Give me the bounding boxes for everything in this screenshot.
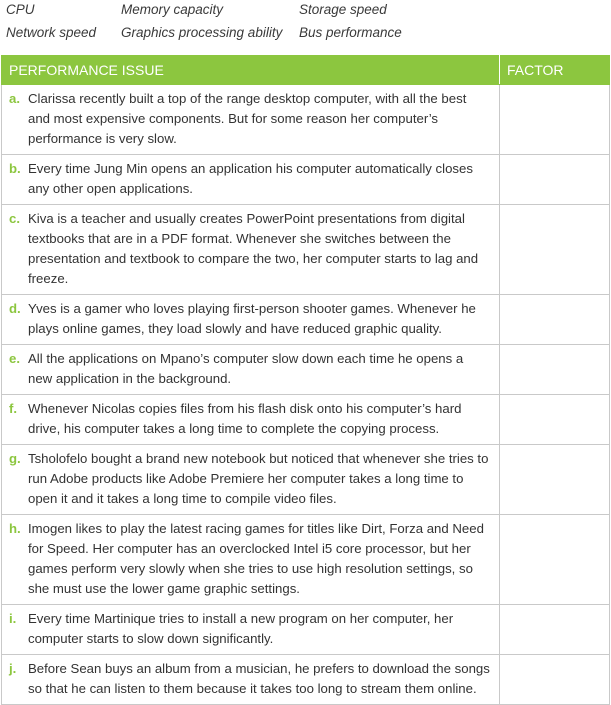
row-letter: h. <box>9 521 21 536</box>
issue-text: Clarissa recently built a top of the range desktop computer, with all the best and most expensive components. But for some reason her computer’s performance is very slow. <box>28 91 467 146</box>
issue-cell <box>2 605 500 655</box>
issue-text: All the applications on Mpano’s computer slow down each time he opens a new application in the background. <box>28 351 464 386</box>
column-header-factor: FACTOR <box>500 56 610 85</box>
performance-issues-table <box>1 55 610 705</box>
factor-answer-cell[interactable] <box>500 655 610 705</box>
column-header-performance-issue: PERFORMANCE ISSUE <box>2 56 500 85</box>
factor-option-bus-performance: Bus performance <box>299 25 402 40</box>
factor-option-graphics-processing-ability: Graphics processing ability <box>121 25 283 40</box>
factor-option-network-speed: Network speed <box>6 25 97 40</box>
issue-text: Every time Martinique tries to install a new program on her computer, her computer starts to slow down significantly. <box>28 611 454 646</box>
table-row <box>2 345 610 395</box>
issue-text: Kiva is a teacher and usually creates PowerPoint presentations from digital textbooks that are in a PDF format. Whenever she switches between the presentation and textbook to compare the two, her computer starts to lag and freeze. <box>28 211 479 286</box>
row-letter: f. <box>9 401 18 416</box>
row-letter: j. <box>9 661 17 676</box>
row-letter: c. <box>9 211 20 226</box>
factor-option-storage-speed: Storage speed <box>299 2 387 17</box>
table-row <box>2 395 610 445</box>
issue-cell <box>2 155 500 205</box>
factor-answer-cell[interactable] <box>500 605 610 655</box>
issue-cell <box>2 395 500 445</box>
issue-cell <box>2 655 500 705</box>
factor-answer-cell[interactable] <box>500 205 610 295</box>
table-row <box>2 655 610 705</box>
row-letter: b. <box>9 161 21 176</box>
factor-answer-cell[interactable] <box>500 515 610 605</box>
table-row <box>2 515 610 605</box>
table-row <box>2 155 610 205</box>
table-row <box>2 85 610 155</box>
table-header-row <box>2 56 610 85</box>
table-row <box>2 295 610 345</box>
factor-option-cpu: CPU <box>6 2 35 17</box>
factor-option-memory-capacity: Memory capacity <box>121 2 224 17</box>
factor-answer-cell[interactable] <box>500 345 610 395</box>
issue-cell <box>2 205 500 295</box>
factor-answer-cell[interactable] <box>500 155 610 205</box>
factor-answer-cell[interactable] <box>500 445 610 515</box>
factor-answer-cell[interactable] <box>500 85 610 155</box>
table-row <box>2 445 610 515</box>
row-letter: a. <box>9 91 20 106</box>
factor-options <box>6 2 606 52</box>
issue-cell <box>2 445 500 515</box>
issue-cell <box>2 345 500 395</box>
issue-cell <box>2 85 500 155</box>
issue-text: Yves is a gamer who loves playing first-person shooter games. Whenever he plays online games, they load slowly and have reduced graphic quality. <box>28 301 476 336</box>
factor-answer-cell[interactable] <box>500 295 610 345</box>
issue-text: Whenever Nicolas copies files from his flash disk onto his computer’s hard drive, his computer takes a long time to complete the copying process. <box>28 401 462 436</box>
table-row <box>2 605 610 655</box>
table-row <box>2 205 610 295</box>
factor-answer-cell[interactable] <box>500 395 610 445</box>
issue-text: Every time Jung Min opens an application his computer automatically closes any other open applications. <box>28 161 473 196</box>
issue-cell <box>2 295 500 345</box>
issue-text: Before Sean buys an album from a musician, he prefers to download the songs so that he can listen to them because it takes too long to stream them online. <box>28 661 490 696</box>
row-letter: g. <box>9 451 21 466</box>
issue-text: Imogen likes to play the latest racing games for titles like Dirt, Forza and Need for Speed. Her computer has an overclocked Intel i5 core processor, but her games perform very slowly when she tries to use high resolution settings, so she must use the lower game graphic settings. <box>28 521 484 596</box>
issue-text: Tsholofelo bought a brand new notebook but noticed that whenever she tries to run Adobe products like Adobe Premiere her computer takes a long time to open it and it takes a long time to compile video files. <box>28 451 489 506</box>
issue-cell <box>2 515 500 605</box>
row-letter: d. <box>9 301 21 316</box>
row-letter: e. <box>9 351 20 366</box>
row-letter: i. <box>9 611 17 626</box>
